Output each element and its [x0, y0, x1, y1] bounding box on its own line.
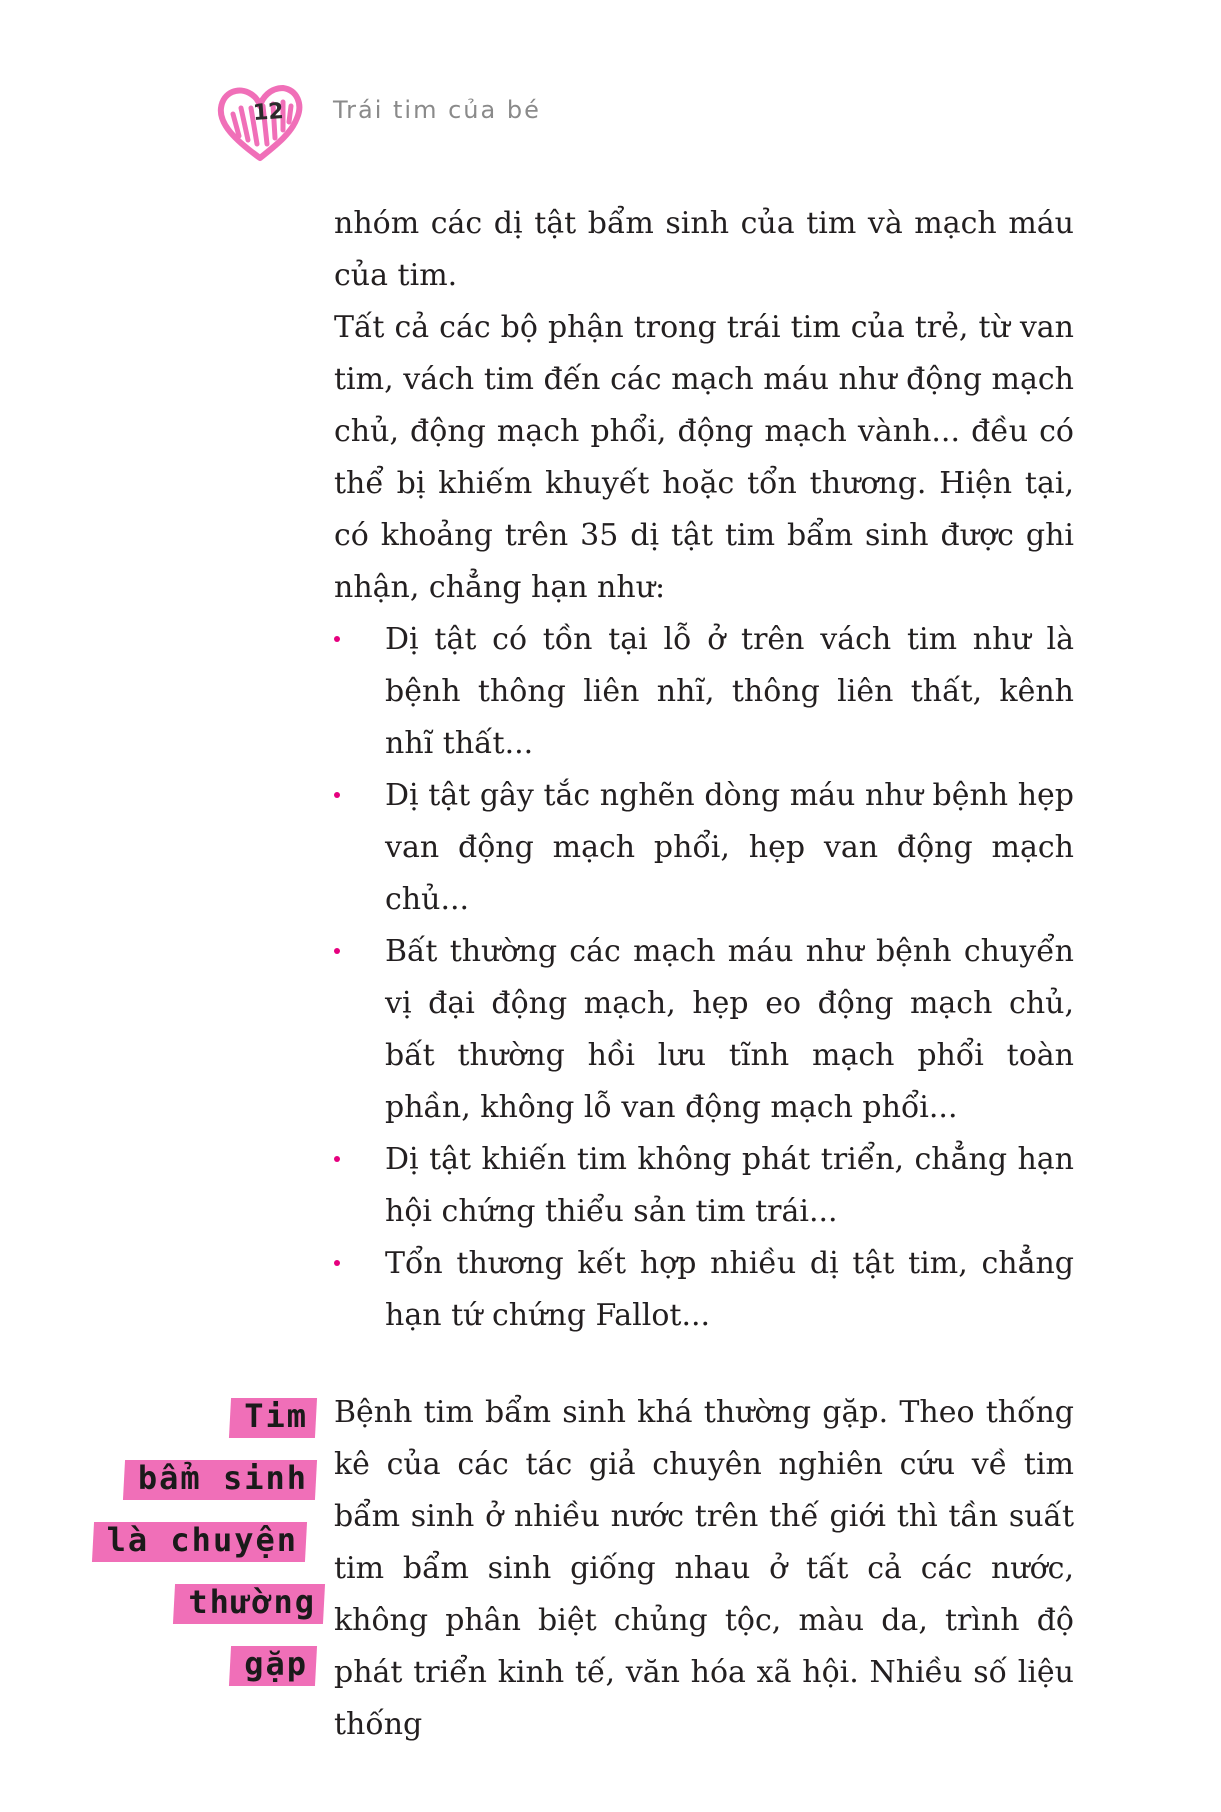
list-item [334, 926, 1074, 1134]
list-item [334, 614, 1074, 770]
list-item-text: Tổn thương kết hợp nhiều dị tật tim, chẳng hạn tứ chứng Fallot... [385, 1246, 1074, 1333]
sidebar-line: gặp [240, 1640, 312, 1688]
paragraph-3: Bệnh tim bẩm sinh khá thường gặp. Theo thống kê của các tác giả chuyên nghiên cứu về tim bẩm sinh ở nhiều nước trên thế giới thì tần suất tim bẩm sinh giống nhau ở tất cả các nước, không phân biệt chủng tộc, màu da, trình độ phát triển kinh tế, văn hóa xã hội. Nhiều số liệu thống [334, 1395, 1074, 1742]
sidebar-line: thường [184, 1578, 320, 1626]
bullet-icon [334, 1156, 340, 1162]
paragraph-2: Tất cả các bộ phận trong trái tim của trẻ, từ van tim, vách tim đến các mạch máu như động mạch chủ, động mạch phổi, động mạch vành... đều có thể bị khiếm khuyết hoặc tổn thương. Hiện tại, có khoảng trên 35 dị tật tim bẩm sinh được ghi nhận, chẳng hạn như: [334, 310, 1074, 605]
list-item [334, 770, 1074, 926]
running-title: Trái tim của bé [333, 96, 541, 124]
list-item-text: Dị tật khiến tim không phát triển, chẳng hạn hội chứng thiểu sản tim trái... [385, 1142, 1074, 1229]
list-item-text: Bất thường các mạch máu như bệnh chuyển vị đại động mạch, hẹp eo động mạch chủ, bất thường hồi lưu tĩnh mạch phổi toàn phần, không lỗ van động mạch phổi... [385, 934, 1074, 1125]
list-item-text: Dị tật có tồn tại lỗ ở trên vách tim như là bệnh thông liên nhĩ, thông liên thất, kênh nhĩ thất... [385, 622, 1074, 761]
list-item [334, 1238, 1074, 1342]
page-number: 12 [252, 98, 285, 127]
sidebar-line: là chuyện [103, 1516, 302, 1564]
bullet-icon [334, 792, 340, 798]
bullet-icon [334, 948, 340, 954]
paragraph-1: nhóm các dị tật bẩm sinh của tim và mạch máu của tim. [334, 206, 1074, 293]
page-header [215, 78, 615, 168]
bullet-icon [334, 1260, 340, 1266]
list-item [334, 1134, 1074, 1238]
bullet-icon [334, 636, 340, 642]
sidebar-line: bẩm sinh [134, 1454, 312, 1502]
sidebar-line: Tim [240, 1392, 312, 1440]
defect-list [334, 614, 1074, 1342]
highlight-sidebar [80, 1392, 316, 1702]
list-item-text: Dị tật gây tắc nghẽn dòng máu như bệnh hẹp van động mạch phổi, hẹp van động mạch chủ... [385, 778, 1074, 917]
